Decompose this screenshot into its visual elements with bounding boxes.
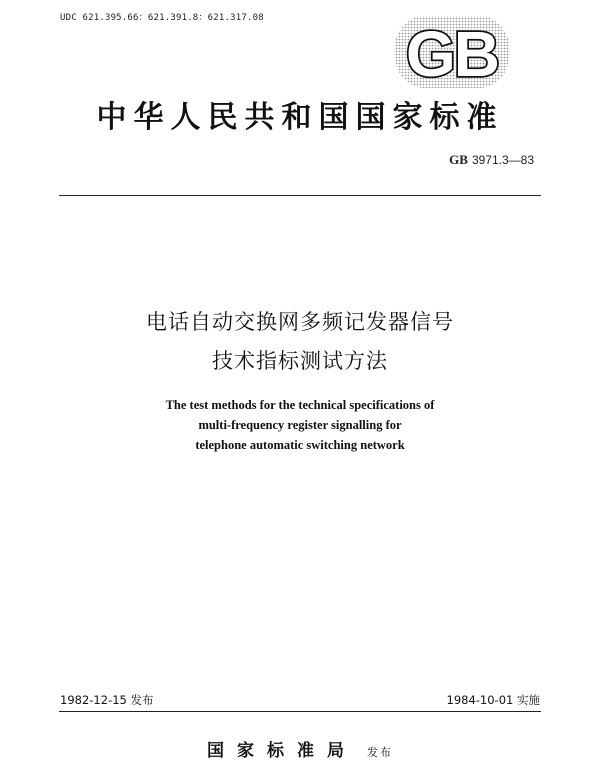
title-en-line2: multi-frequency register signalling for	[198, 418, 402, 432]
title-cn-line2: 技术指标测试方法	[212, 349, 388, 373]
standard-code: 3971.3—83	[471, 153, 534, 167]
bottom-divider	[59, 711, 541, 712]
gb-logo	[392, 14, 512, 90]
standard-prefix: GB	[449, 152, 468, 167]
title-en-line3: telephone automatic switching network	[195, 438, 405, 452]
top-divider	[59, 195, 541, 196]
issuing-bureau: 国家标准局	[207, 741, 357, 761]
publish-label: 发布	[367, 746, 393, 759]
issue-date: 1982-12-15 发布	[60, 693, 154, 707]
title-en-line1: The test methods for the technical specifications of	[165, 398, 435, 412]
footer-issuer	[0, 736, 600, 761]
gb-logo-text: GB	[406, 18, 498, 90]
masthead-national-standard: 中华人民共和国国家标准	[96, 100, 504, 135]
title-cn-line1: 电话自动交换网多频记发器信号	[146, 310, 454, 334]
standard-number	[449, 152, 534, 168]
udc-classification: UDC 621.395.66：621.391.8：621.317.08	[60, 13, 264, 23]
implementation-date: 1984-10-01 实施	[446, 693, 540, 707]
